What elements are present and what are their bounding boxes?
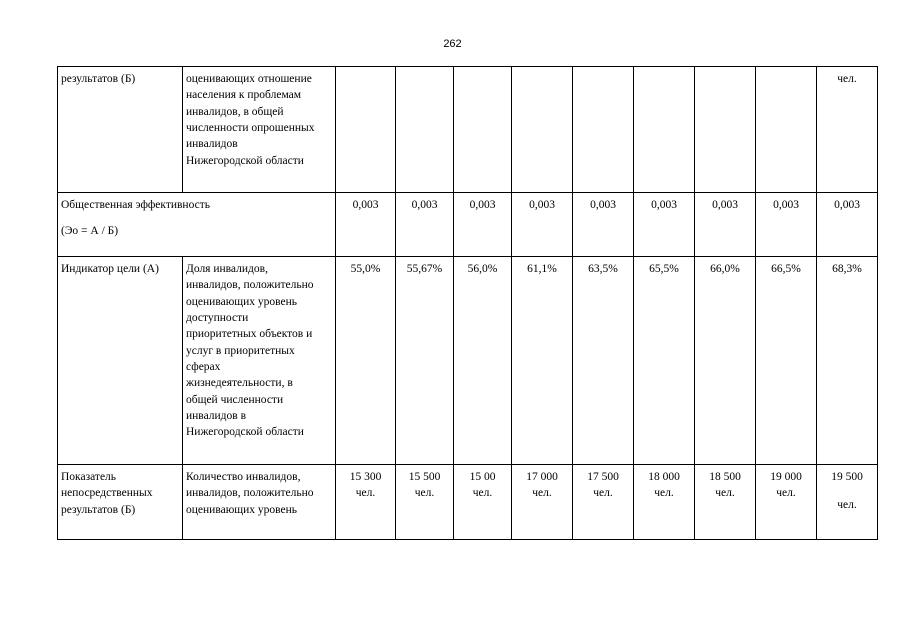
- value-cell: 17 000 чел.: [512, 465, 573, 540]
- value-cell: 0,003: [454, 193, 512, 257]
- value-cell: 15 300 чел.: [336, 465, 396, 540]
- value-cell: 0,003: [817, 193, 878, 257]
- value-cell: 63,5%: [573, 257, 634, 465]
- value-cell: 15 00 чел.: [454, 465, 512, 540]
- value-cell: 68,3%: [817, 257, 878, 465]
- table-row: [58, 465, 878, 540]
- empty-cell: [573, 67, 634, 193]
- row-label: Индикатор цели (А): [58, 257, 183, 465]
- value-cell: 66,5%: [756, 257, 817, 465]
- page-number: 262: [443, 38, 462, 50]
- row-description: оценивающих отношение населения к проблемам инвалидов, в общей численности опрошенных инвалидов Нижегородской области: [183, 67, 336, 193]
- empty-cell: [512, 67, 573, 193]
- value-cell: 0,003: [336, 193, 396, 257]
- empty-cell: [695, 67, 756, 193]
- value-cell: 61,1%: [512, 257, 573, 465]
- table-row: [58, 67, 878, 193]
- value-cell: 0,003: [512, 193, 573, 257]
- table-row: [58, 193, 878, 257]
- empty-cell: [634, 67, 695, 193]
- row-label: Показатель непосредственных результатов (Б): [58, 465, 183, 540]
- empty-cell: [336, 67, 396, 193]
- empty-cell: [454, 67, 512, 193]
- value-cell: 0,003: [695, 193, 756, 257]
- value-cell: 55,0%: [336, 257, 396, 465]
- value-cell: 19 000 чел.: [756, 465, 817, 540]
- value-cell: 18 500 чел.: [695, 465, 756, 540]
- empty-cell: [396, 67, 454, 193]
- value-cell: 18 000 чел.: [634, 465, 695, 540]
- value-cell: 17 500 чел.: [573, 465, 634, 540]
- value-cell: 19 500 чел.: [817, 465, 878, 540]
- unit-cell: чел.: [817, 67, 878, 193]
- value-cell: 15 500 чел.: [396, 465, 454, 540]
- row-description: Количество инвалидов, инвалидов, положительно оценивающих уровень: [183, 465, 336, 540]
- value-cell: 65,5%: [634, 257, 695, 465]
- indicator-table: [57, 66, 878, 540]
- value-cell: 0,003: [634, 193, 695, 257]
- row-label: результатов (Б): [58, 67, 183, 193]
- row-label: Общественная эффективность (Эо = А / Б): [58, 193, 336, 257]
- value-cell: 0,003: [756, 193, 817, 257]
- row-description: Доля инвалидов, инвалидов, положительно оценивающих уровень доступности приоритетных объектов и услуг в приоритетных сферах жизнедеятельности, в общей численности инвалидов в Нижегородской области: [183, 257, 336, 465]
- value-cell: 56,0%: [454, 257, 512, 465]
- value-cell: 0,003: [573, 193, 634, 257]
- value-cell: 0,003: [396, 193, 454, 257]
- value-cell: 55,67%: [396, 257, 454, 465]
- value-cell: 66,0%: [695, 257, 756, 465]
- table-row: [58, 257, 878, 465]
- empty-cell: [756, 67, 817, 193]
